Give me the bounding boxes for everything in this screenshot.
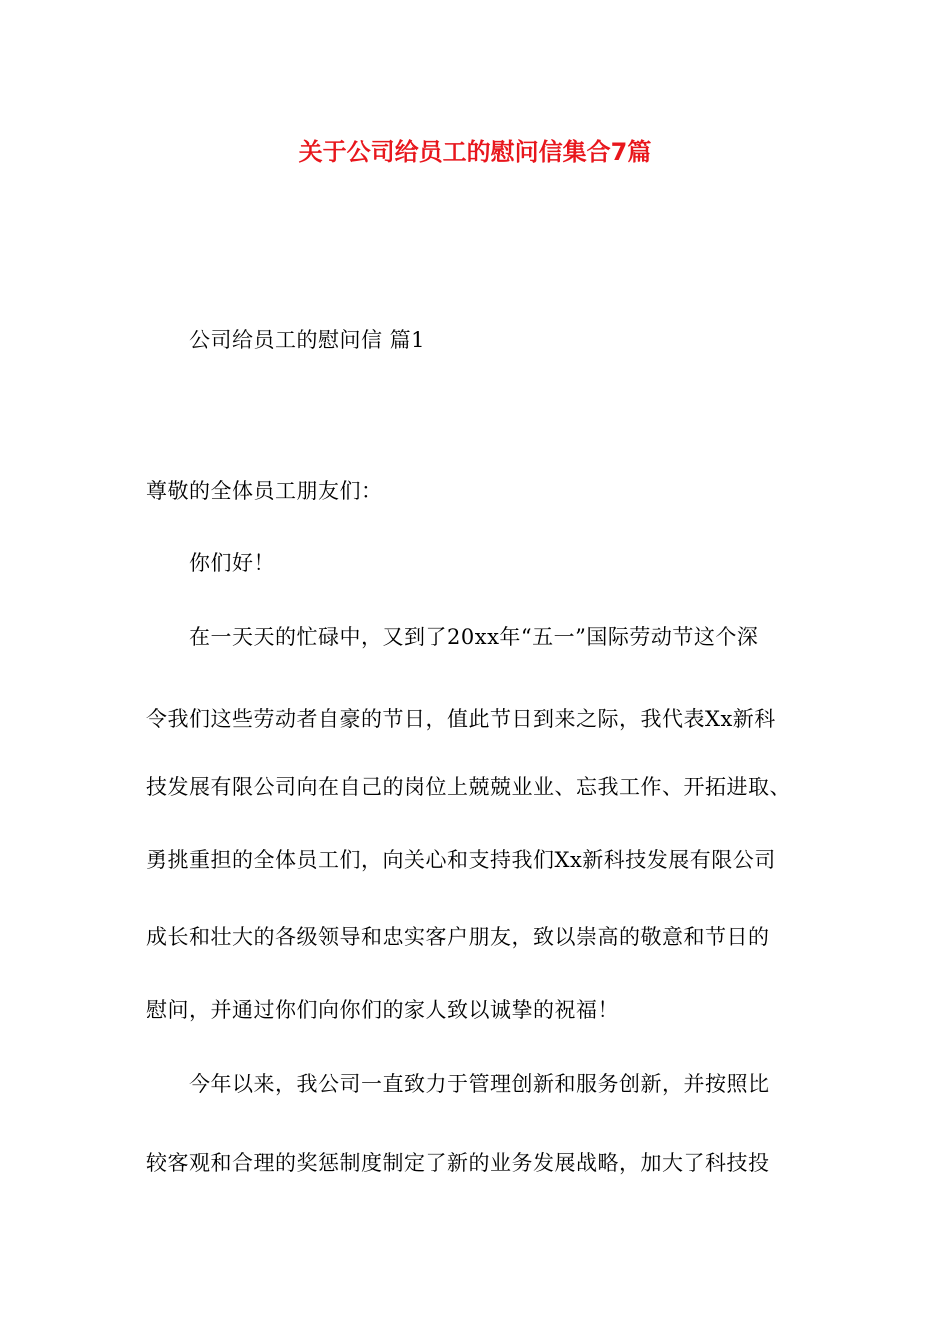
- paragraph-line: 勇挑重担的全体员工们，向关心和支持我们Xx新科技发展有限公司: [146, 848, 776, 872]
- salutation: 尊敬的全体员工朋友们：: [146, 479, 383, 503]
- paragraph-line: 慰问，并通过你们向你们的家人致以诚挚的祝福！: [146, 998, 619, 1022]
- paragraph-line: 令我们这些劳动者自豪的节日，值此节日到来之际，我代表Xx新科: [146, 707, 776, 731]
- document-title: 关于公司给员工的慰问信集合7篇: [298, 138, 652, 166]
- paragraph-line: 在一天天的忙碌中，又到了20xx年“五一”国际劳动节这个深: [189, 625, 759, 649]
- paragraph-line: 今年以来，我公司一直致力于管理创新和服务创新，并按照比: [189, 1072, 770, 1096]
- paragraph-line: 成长和壮大的各级领导和忠实客户朋友，致以崇高的敬意和节日的: [146, 925, 770, 949]
- section-heading: 公司给员工的慰问信 篇1: [189, 328, 426, 352]
- greeting: 你们好！: [189, 551, 275, 575]
- paragraph-line: 技发展有限公司向在自己的岗位上兢兢业业、忘我工作、开拓进取、: [146, 775, 791, 799]
- paragraph-line: 较客观和合理的奖惩制度制定了新的业务发展战略，加大了科技投: [146, 1151, 770, 1175]
